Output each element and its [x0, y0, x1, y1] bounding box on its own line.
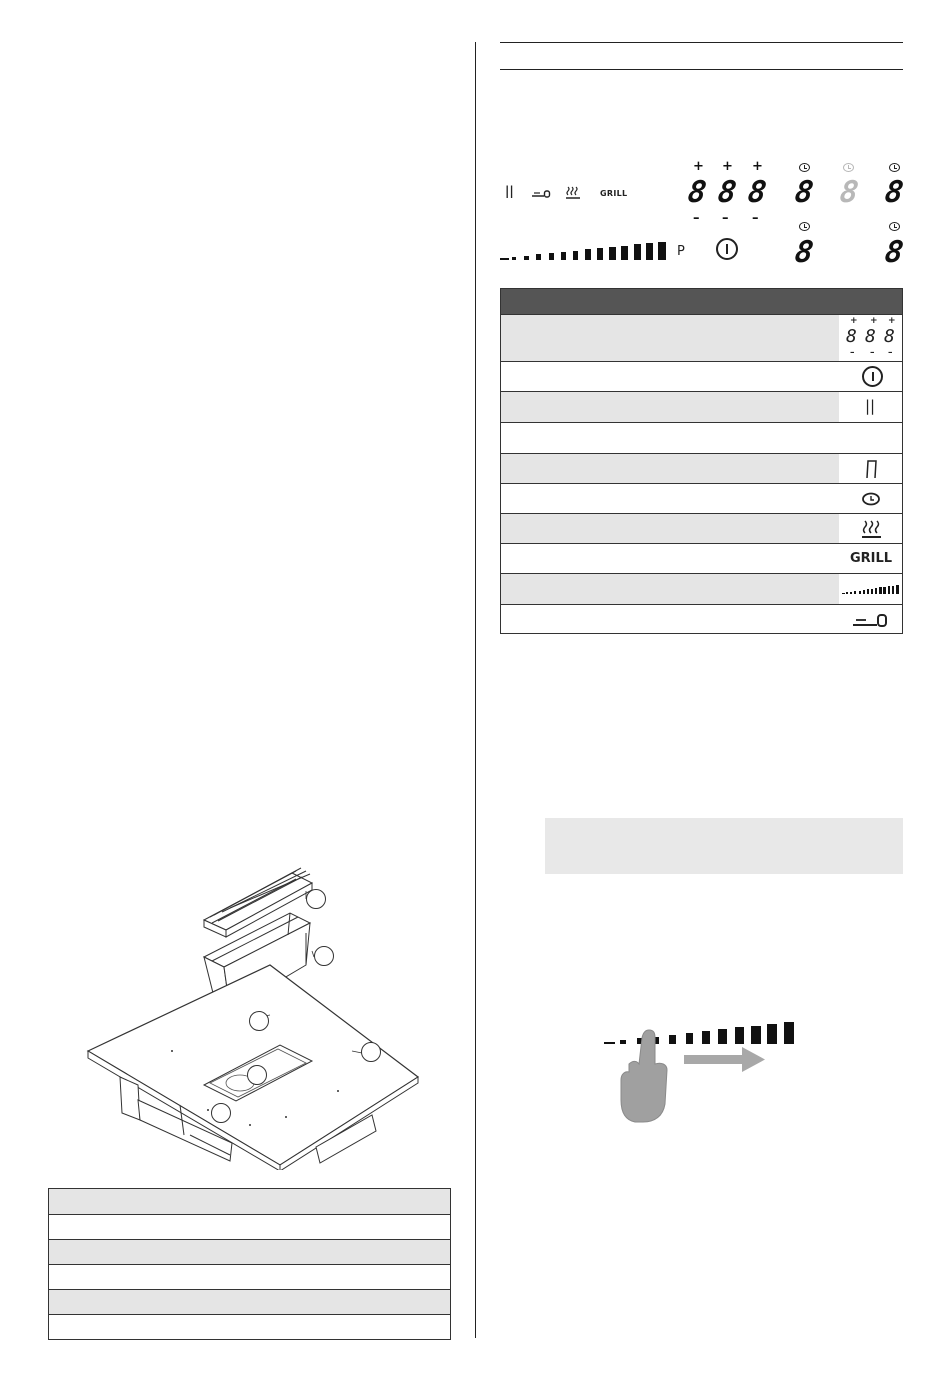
slider-end-label: P [677, 244, 685, 259]
slider-segment [512, 257, 516, 260]
callout-circle [306, 889, 326, 909]
slider-segment [879, 587, 881, 594]
table-row [501, 422, 902, 453]
slider-segment [604, 1042, 615, 1044]
timer-icon [799, 222, 810, 231]
power-slider [500, 242, 670, 260]
slider-segment [767, 1024, 777, 1044]
slider-segment [896, 585, 899, 594]
slider-segment [875, 588, 877, 594]
slider-segment [500, 258, 509, 260]
slider-segment [658, 242, 666, 260]
slider-segment [585, 249, 591, 260]
header-rule-bottom [500, 69, 903, 70]
slider-segment [549, 253, 554, 260]
slider-segment [867, 589, 869, 594]
power-icon [716, 238, 738, 260]
table-row [501, 513, 902, 543]
timer-display-2: 8 [837, 175, 861, 210]
callout-circle [249, 1011, 269, 1031]
timer-icon [799, 163, 810, 172]
minus-icon: – [693, 211, 700, 226]
zone-displays-icon: + + + 8 8 8 – – – [846, 316, 896, 358]
callout-circle [211, 1103, 231, 1123]
timer-icon [843, 163, 854, 172]
zone-display-2: 8 [715, 175, 739, 210]
symbol-cell [839, 315, 902, 361]
symbol-cell [839, 454, 902, 483]
slider-segment [883, 587, 885, 594]
timer-icon [889, 222, 900, 231]
lock-icon [853, 612, 889, 628]
symbol-table-header [501, 289, 902, 314]
table-row [49, 1264, 450, 1289]
slider-segment [735, 1027, 744, 1044]
plus-icon: + [722, 159, 733, 174]
table-row [501, 314, 902, 361]
slider-segment [863, 590, 865, 594]
table-row [49, 1214, 450, 1239]
keep-warm-icon [861, 519, 881, 539]
hand-icon [616, 1026, 672, 1124]
slider-segment [609, 247, 616, 260]
slider-segment [621, 246, 628, 260]
slider-segment [718, 1029, 727, 1044]
zone-display-3: 8 [745, 175, 769, 210]
slider-segment [871, 589, 873, 594]
arrow-right-icon [684, 1046, 766, 1072]
slider-segment [846, 592, 848, 594]
table-row [501, 604, 902, 633]
slider-segment [850, 592, 852, 594]
zone-display-1: 8 [685, 175, 709, 210]
table-row [49, 1314, 450, 1339]
slider-segment [686, 1033, 693, 1044]
slider-segment [892, 586, 895, 594]
slider-gesture-diagram [600, 1018, 810, 1118]
parts-table [48, 1188, 451, 1340]
slider-segment [646, 243, 654, 260]
pause-icon: || [505, 184, 514, 198]
power-icon [862, 366, 883, 387]
slider-segment [842, 593, 845, 594]
slider-segment [536, 254, 541, 260]
slider-segment [634, 244, 641, 260]
grill-label: GRILL [850, 551, 893, 566]
symbol-cell [840, 484, 902, 513]
table-row [501, 453, 902, 483]
slider-segment [751, 1026, 761, 1044]
table-row [501, 573, 902, 604]
callout-circle [314, 946, 334, 966]
plus-icon: + [693, 159, 704, 174]
table-row [49, 1289, 450, 1314]
plus-icon: + [752, 159, 763, 174]
table-row [501, 483, 902, 513]
slider-segment [784, 1022, 795, 1044]
grill-label: GRILL [600, 189, 628, 198]
header-rule-top [500, 42, 903, 43]
symbol-cell [839, 514, 902, 543]
slider-icon [842, 584, 900, 594]
timer-display-3: 8 [882, 175, 906, 210]
timer-icon [861, 492, 881, 506]
slider-segment [524, 256, 528, 260]
pause-icon: || [865, 397, 876, 415]
minus-icon: – [752, 211, 759, 226]
timer-icon [889, 163, 900, 172]
control-panel-diagram [496, 150, 906, 270]
table-row [49, 1239, 450, 1264]
timer-display-5: 8 [882, 235, 906, 270]
symbol-cell [839, 392, 902, 422]
slider-segment [702, 1031, 710, 1044]
timer-display-1: 8 [792, 175, 816, 210]
table-row [501, 543, 902, 573]
note-box [545, 818, 903, 874]
callout-circle [361, 1042, 381, 1062]
slider-segment [597, 248, 603, 260]
minus-icon: – [722, 211, 729, 226]
slider-segment [888, 586, 890, 594]
table-row [501, 391, 902, 422]
symbol-cell [840, 362, 902, 391]
symbol-cell [840, 544, 902, 573]
symbol-cell [840, 605, 902, 633]
timer-display-4: 8 [792, 235, 816, 270]
slider-segment [859, 591, 861, 594]
table-row [501, 361, 902, 391]
column-divider [475, 42, 476, 1338]
bridge-icon [864, 459, 878, 479]
keep-warm-icon [566, 186, 580, 200]
slider-segment [854, 591, 856, 594]
callout-circle [247, 1065, 267, 1085]
slider-segment [573, 251, 579, 260]
lock-icon [532, 190, 552, 198]
symbol-cell [839, 574, 902, 604]
table-row [49, 1189, 450, 1214]
symbol-table [500, 288, 903, 634]
slider-segment [561, 252, 566, 260]
